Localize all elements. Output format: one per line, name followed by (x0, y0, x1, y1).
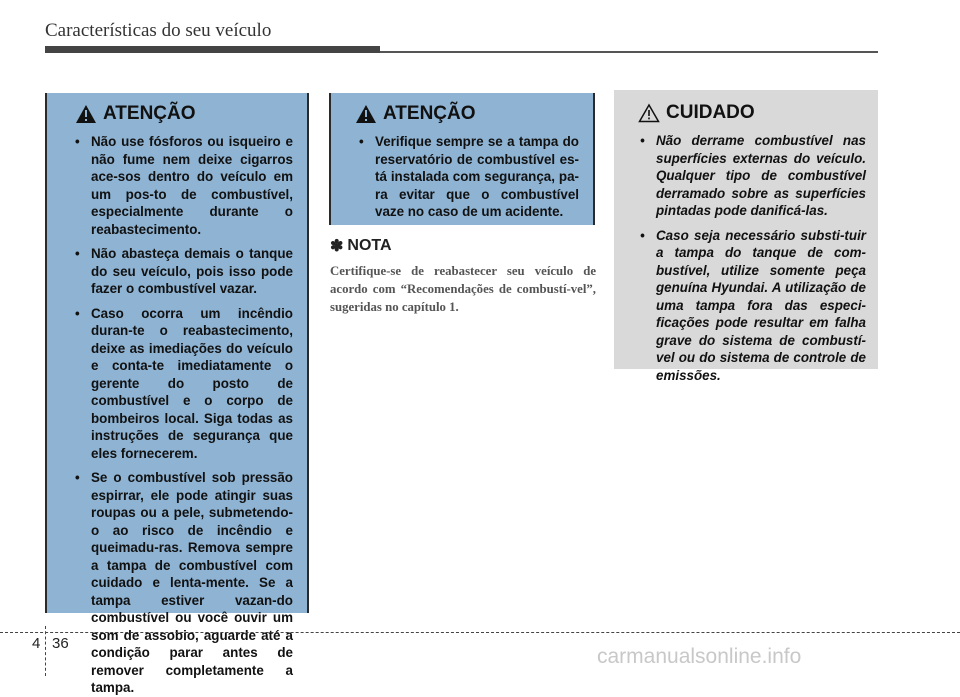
list-item: • Caso seja necessário substi-tuir a tampa do tanque de com-bustível, utilize somente peça genuína Hyundai. A utilização de uma tampa fora das especi-ficações pode resultar em falha grave do sistema de combustí-vel ou do sistema de controle de emissões. (640, 227, 866, 383)
caution-title-text: CUIDADO (666, 102, 755, 123)
warning-triangle-icon (355, 104, 377, 124)
warning-box-middle (329, 93, 595, 225)
caution-box (614, 90, 878, 383)
note-symbol-icon: ✽ (330, 238, 344, 255)
page-number: 36 (52, 635, 69, 652)
warning-list (345, 133, 579, 221)
watermark: carmanualsonline.info (597, 645, 802, 668)
header-bar (45, 46, 380, 53)
list-item: • Não use fósforos ou isqueiro e não fume nem deixe cigarros ace-sos dentro do veículo em um pos-to de combustível, especialmente durante o reabastecimento. (75, 134, 293, 237)
warning-title (355, 103, 579, 125)
warning-list (61, 133, 293, 697)
warning-triangle-icon (75, 104, 97, 124)
note-title-text: NOTA (347, 237, 392, 254)
page-header-title: Características do seu veículo (45, 20, 272, 41)
list-item: • Não abasteça demais o tanque do seu veículo, pois isso pode fazer o combustível vazar. (75, 246, 293, 296)
list-item: • Verifique sempre se a tampa do reservatório de combustível es-tá instalada com segurança, pa-ra evitar que o combustível vaze no caso de um acidente. (359, 134, 579, 219)
chapter-number: 4 (32, 635, 41, 652)
footer-rule (0, 632, 960, 633)
warning-title (75, 103, 293, 125)
list-item: • Se o combustível sob pressão espirrar, ele pode atingir suas roupas ou a pele, submetendo-o ao risco de incêndio e queimadu-ras. Remova sempre a tampa de combustível com cuidado e lenta-mente. Se a tampa estiver vazan-do combustível ou você ouvir um som de assobio, aguarde até a condição parar antes de remover completamente a tampa. (75, 470, 293, 695)
caution-list (626, 132, 866, 384)
caution-title (638, 102, 866, 124)
warning-title-text: ATENÇÃO (103, 103, 196, 124)
footer-divider (45, 626, 46, 676)
list-item: • Não derrame combustível nas superfícies externas do veículo. Qualquer tipo de combustível derramado sobre as superfícies pintadas pode danificá-las. (640, 133, 866, 218)
warning-title-text: ATENÇÃO (383, 103, 476, 124)
header-rule (380, 51, 878, 53)
note-heading (330, 236, 392, 256)
list-item: • Caso ocorra um incêndio duran-te o reabastecimento, deixe as imediações do veículo e conta-te imediatamente o gerente do posto de combustível e o corpo de bombeiros local. Siga todas as instruções de segurança que eles fornecerem. (75, 305, 293, 461)
warning-triangle-outline-icon (638, 103, 660, 123)
note-text: Certifique-se de reabastecer seu veículo de acordo com “Recomendações de combustí-vel”, sugeridas no capítulo 1. (330, 264, 596, 314)
